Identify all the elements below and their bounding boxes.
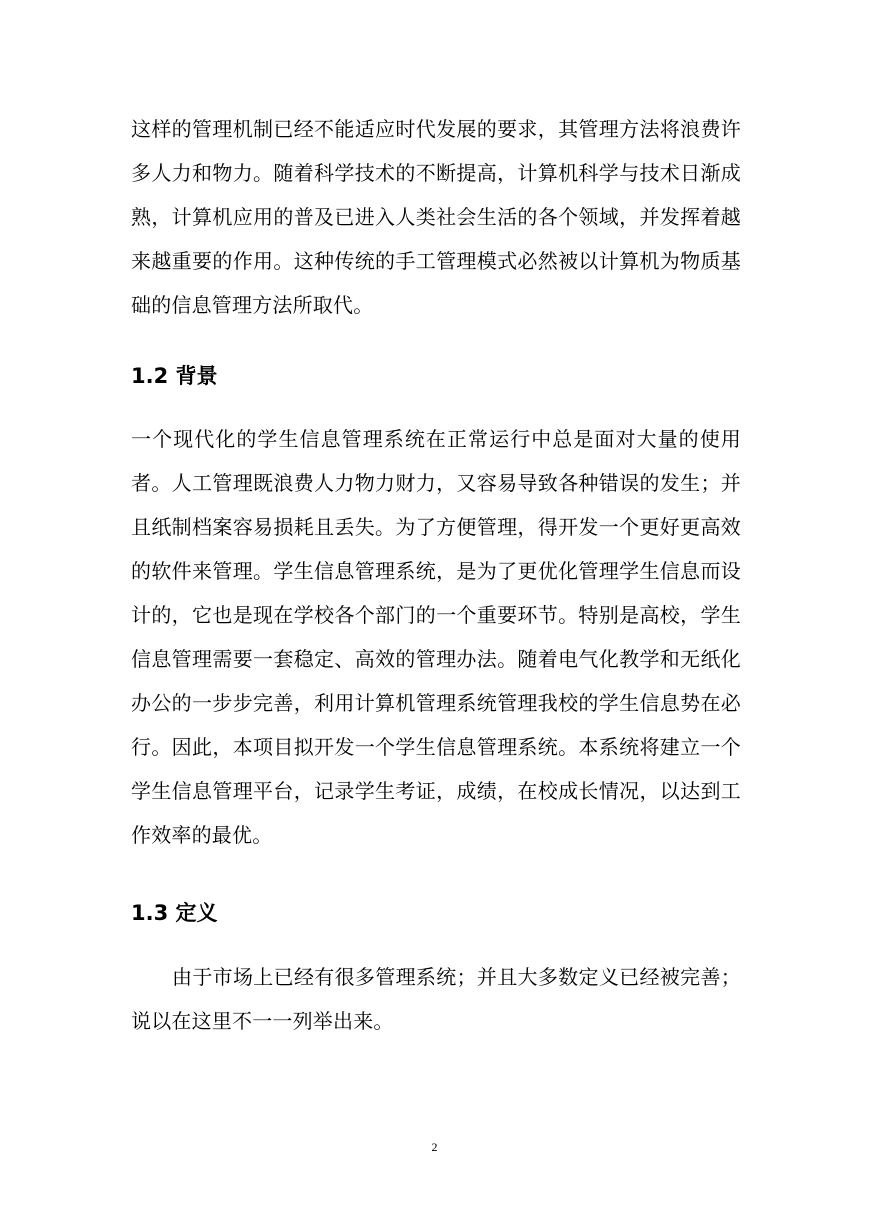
paragraph-line: 由于市场上已经有很多管理系统；并且大多数定义已经被完善； (172, 965, 741, 989)
paragraph-line: 这样的管理机制已经不能适应时代发展的要求，其管理方法将浪费许 (131, 117, 741, 141)
paragraph-line: 信息管理需要一套稳定、高效的管理办法。随着电气化教学和无纸化 (131, 647, 741, 671)
paragraph-line: 说以在这里不一一列举出来。 (131, 1009, 394, 1033)
paragraph-line: 学生信息管理平台，记录学生考证，成绩，在校成长情况，以达到工 (131, 779, 741, 803)
paragraph-line: 的软件来管理。学生信息管理系统，是为了更优化管理学生信息而设 (131, 559, 741, 583)
paragraph-line: 且纸制档案容易损耗且丢失。为了方便管理，得开发一个更好更高效 (131, 515, 741, 539)
section-heading-background: 1.2 背景 (131, 364, 218, 388)
paragraph-line: 础的信息管理方法所取代。 (131, 293, 374, 317)
page-number: 2 (431, 1140, 438, 1154)
paragraph-line: 者。人工管理既浪费人力物力财力，又容易导致各种错误的发生；并 (131, 471, 741, 495)
section-heading-definition: 1.3 定义 (131, 901, 218, 925)
paragraph-line: 来越重要的作用。这种传统的手工管理模式必然被以计算机为物质基 (131, 249, 741, 273)
paragraph-line: 作效率的最优。 (131, 823, 273, 847)
paragraph-line: 办公的一步步完善，利用计算机管理系统管理我校的学生信息势在必 (131, 691, 741, 715)
paragraph-line: 计的，它也是现在学校各个部门的一个重要环节。特别是高校，学生 (131, 603, 741, 627)
paragraph-line: 多人力和物力。随着科学技术的不断提高，计算机科学与技术日渐成 (131, 161, 741, 185)
paragraph-line: 行。因此，本项目拟开发一个学生信息管理系统。本系统将建立一个 (131, 735, 741, 759)
paragraph-line: 熟，计算机应用的普及已进入人类社会生活的各个领域，并发挥着越 (131, 205, 741, 229)
paragraph-line: 一个现代化的学生信息管理系统在正常运行中总是面对大量的使用 (131, 427, 741, 451)
